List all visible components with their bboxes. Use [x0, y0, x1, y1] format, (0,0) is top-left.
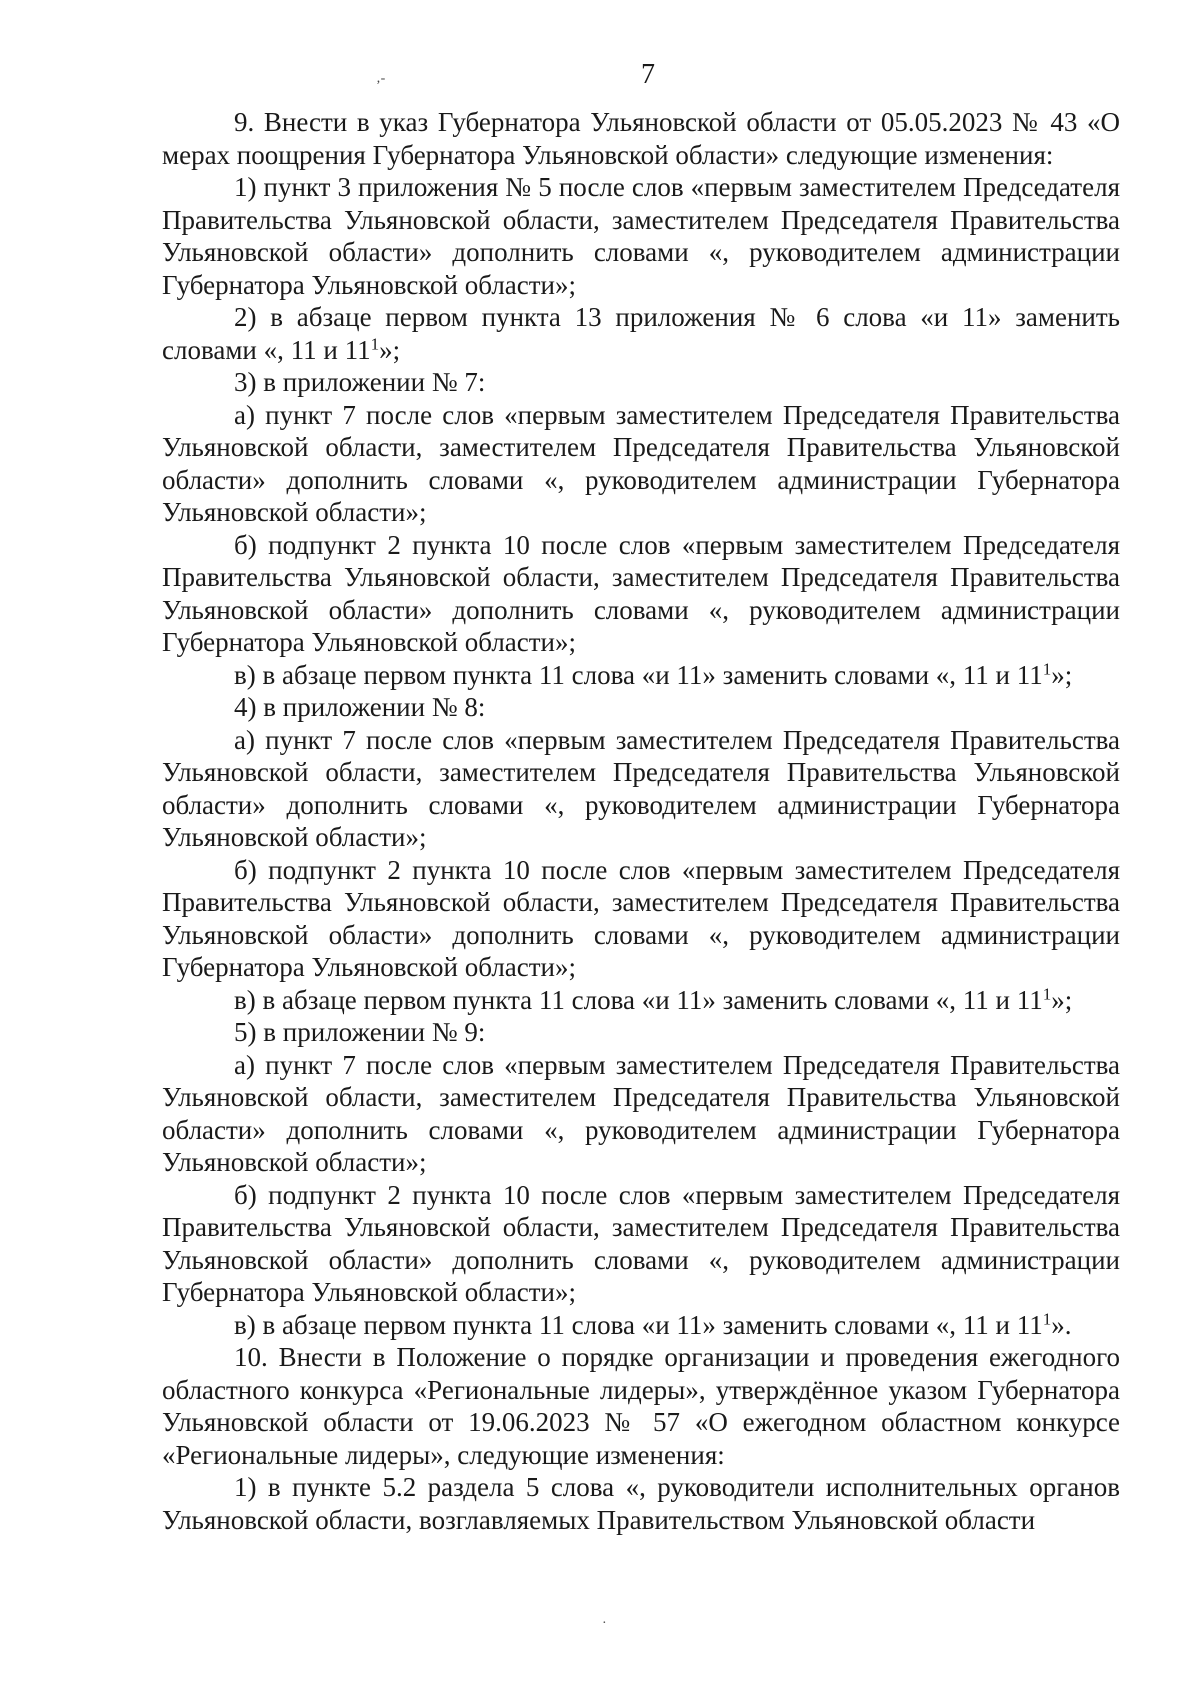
subitem-10-1: 1) в пункте 5.2 раздела 5 слова «, руководители исполнительных органов Ульяновской области, возглавляемых Правительством Ульяновской области — [162, 1472, 1120, 1535]
subitem-9-2: 2) в абзаце первом пункта 13 приложения № 6 слова «и 11» заменить словами «, 11 и $11^1$»; — [162, 302, 1120, 365]
scan-mark: ‚- — [376, 71, 386, 86]
subitem-9-4-v: в) в абзаце первом пункта 11 слова «и 11» заменить словами «, 11 и $11^1$»; — [234, 984, 1073, 1015]
scan-mark: · — [602, 1616, 607, 1631]
subitem-9-4-a: а) пункт 7 после слов «первым заместителем Председателя Правительства Ульяновской области, заместителем Председателя Правительства Ульяновской области» дополнить словами «, руководителем администрации Губернатора Ульяновской области»; — [162, 724, 1120, 852]
subitem-9-4-b: б) подпункт 2 пункта 10 после слов «первым заместителем Председателя Правительства Ульяновской области, заместителем Председателя Правительства Ульяновской области» дополнить словами «, руководителем администрации Губернатора Ульяновской области»; — [162, 854, 1120, 982]
subitem-9-3-b: б) подпункт 2 пункта 10 после слов «первым заместителем Председателя Правительства Ульяновской области, заместителем Председателя Правительства Ульяновской области» дополнить словами «, руководителем администрации Губернатора Ульяновской области»; — [162, 529, 1120, 657]
subitem-9-5-v: в) в абзаце первом пункта 11 слова «и 11» заменить словами «, 11 и $11^1$». — [234, 1309, 1072, 1340]
subitem-9-3-a: а) пункт 7 после слов «первым заместителем Председателя Правительства Ульяновской области, заместителем Председателя Правительства Ульяновской области» дополнить словами «, руководителем администрации Губернатора Ульяновской области»; — [162, 399, 1120, 527]
subitem-9-5-b: б) подпункт 2 пункта 10 после слов «первым заместителем Председателя Правительства Ульяновской области, заместителем Председателя Правительства Ульяновской области» дополнить словами «, руководителем администрации Губернатора Ульяновской области»; — [162, 1179, 1120, 1307]
page-number: 7 — [641, 59, 655, 90]
subitem-9-3: 3) в приложении № 7: — [234, 367, 486, 397]
paragraph-item-9: 9. Внести в указ Губернатора Ульяновской области от 05.05.2023 № 43 «О мерах поощрения Губернатора Ульяновской области» следующие изменения: — [162, 107, 1120, 170]
document-body — [162, 106, 1120, 1536]
subitem-9-5: 5) в приложении № 9: — [234, 1017, 486, 1047]
subitem-9-3-v: в) в абзаце первом пункта 11 слова «и 11» заменить словами «, 11 и $11^1$»; — [234, 659, 1073, 690]
paragraph-item-10: 10. Внести в Положение о порядке организации и проведения ежегодного областного конкурса «Региональные лидеры», утверждённое указом Губернатора Ульяновской области от 19.06.2023 № 57 «О ежегодном областном конкурсе «Региональные лидеры», следующие изменения: — [162, 1342, 1120, 1470]
subitem-9-5-a: а) пункт 7 после слов «первым заместителем Председателя Правительства Ульяновской области, заместителем Председателя Правительства Ульяновской области» дополнить словами «, руководителем администрации Губернатора Ульяновской области»; — [162, 1049, 1120, 1177]
subitem-9-1: 1) пункт 3 приложения № 5 после слов «первым заместителем Председателя Правительства Ульяновской области, заместителем Председателя Правительства Ульяновской области» дополнить словами «, руководителем администрации Губернатора Ульяновской области»; — [162, 172, 1120, 300]
subitem-9-4: 4) в приложении № 8: — [234, 692, 486, 722]
